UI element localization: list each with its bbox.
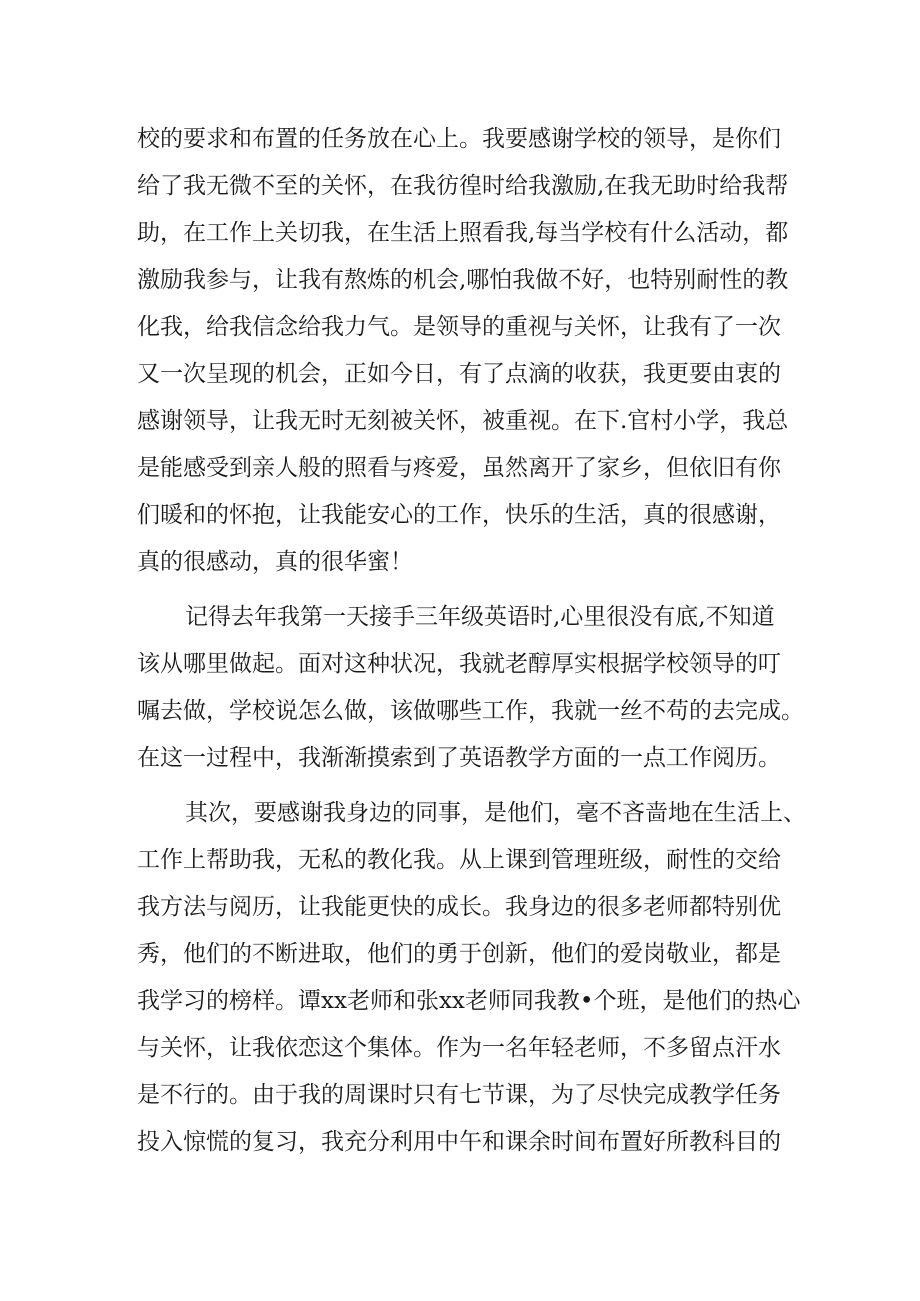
text-line: 助，在工作上关切我，在生活上照看我,每当学校有什么活动，都 — [137, 220, 789, 246]
text-line: 与关怀，让我依恋这个集体。作为一名年轻老师，不多留点汗水 — [137, 1035, 781, 1061]
text-line: 记得去年我第一天接手三年级英语时,心里很没有底,不知道 — [185, 604, 775, 630]
text-line: 我学习的榜样。谭xx老师和张xx老师同我教•个班，是他们的热心 — [137, 988, 801, 1014]
body-text — [137, 116, 806, 1166]
text-line: 在这一过程中，我渐渐摸索到了英语教学方面的一点工作阅历。 — [137, 745, 781, 771]
paragraph-spacing — [137, 586, 797, 594]
paragraph-2 — [137, 594, 804, 782]
text-line: 又一次呈现的机会，正如今日，有了点滴的收获，我更要由衷的 — [137, 361, 781, 387]
text-line: 工作上帮助我，无私的教化我。从上课到管理班级，耐性的交给 — [137, 847, 781, 873]
text-line: 给了我无微不至的关怀，在我彷徨时给我激励,在我无助时给我帮 — [137, 173, 789, 199]
text-line: 该从哪里做起。面对这种状况，我就老醇厚实根据学校领导的叮 — [137, 651, 781, 677]
text-line: 嘱去做，学校说怎么做，该做哪些工作，我就一丝不苟的去完成。 — [137, 698, 804, 724]
text-line: 校的要求和布置的任务放在心上。我要感谢学校的领导，是你们 — [137, 126, 781, 152]
text-line: 真的很感动，真的很华蜜！ — [137, 549, 413, 575]
text-line: 我方法与阅历，让我能更快的成长。我身边的很多老师都特别优 — [137, 894, 781, 920]
paragraph-spacing — [137, 782, 797, 790]
text-line: 投入惊慌的复习，我充分利用中午和课余时间布置好所教科目的 — [137, 1129, 781, 1155]
text-line: 其次，要感谢我身边的同事，是他们，毫不吝啬地在生活上、 — [185, 800, 806, 826]
text-line: 感谢领导，让我无时无刻被关怀，被重视。在下.官村小学，我总 — [137, 408, 789, 434]
text-line: 化我，给我信念给我力气。是领导的重视与关怀，让我有了一次 — [137, 314, 781, 340]
text-line: 是不行的。由于我的周课时只有七节课，为了尽快完成教学任务 — [137, 1082, 781, 1108]
paragraph-3 — [137, 790, 806, 1166]
text-line: 是能感受到亲人般的照看与疼爱，虽然离开了家乡，但依旧有你 — [137, 455, 781, 481]
text-line: 激励我参与，让我有熬炼的机会,哪怕我做不好，也特别耐性的教 — [137, 267, 789, 293]
paragraph-1 — [137, 116, 797, 586]
text-line: 秀，他们的不断进取，他们的勇于创新，他们的爱岗敬业，都是 — [137, 941, 781, 967]
text-line: 们暖和的怀抱，让我能安心的工作，快乐的生活，真的很感谢， — [137, 502, 781, 528]
